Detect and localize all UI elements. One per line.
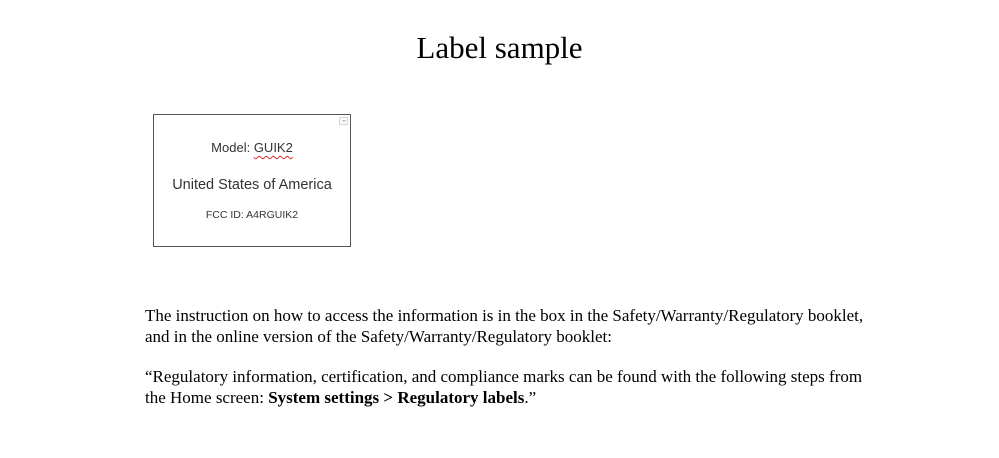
steps-end-text: .”	[524, 388, 537, 407]
model-line	[154, 140, 350, 156]
page-title: Label sample	[416, 30, 583, 65]
steps-path-text: System settings > Regulatory labels	[268, 388, 525, 407]
dropdown-corner-icon	[339, 117, 348, 125]
model-value: GUIK2	[253, 140, 293, 155]
instruction-paragraph: The instruction on how to access the information is in the box in the Safety/Warranty/Regulatory booklet, and in the online version of the Safety/Warranty/Regulatory booklet:	[145, 306, 864, 346]
regulatory-steps-paragraph	[145, 366, 865, 408]
regulatory-label-sample	[153, 114, 351, 247]
country-line: United States of America	[172, 177, 332, 193]
model-prefix: Model:	[211, 140, 254, 155]
fcc-id-line: FCC ID: A4RGUIK2	[205, 209, 299, 221]
steps-intro-text: “Regulatory information, certification, and compliance marks can be found with the following steps from the Home screen:	[145, 367, 863, 407]
